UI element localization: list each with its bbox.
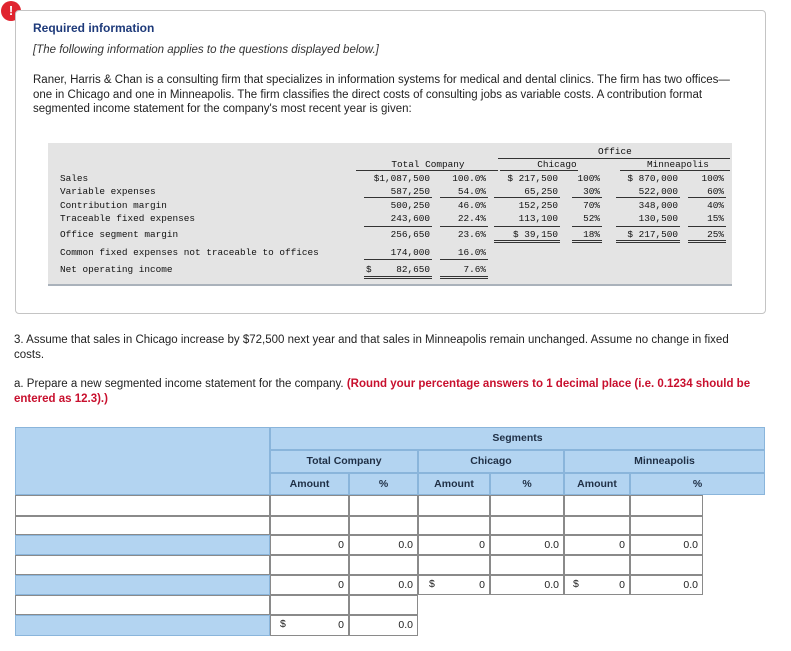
chicago-percent: 100% [577,173,600,184]
chicago-amount-input[interactable] [418,555,490,575]
minneapolis-amount-input[interactable] [564,555,630,575]
chicago-amount: $ 39,150 [512,229,558,240]
double-underline [572,240,602,241]
chicago-amount-input[interactable] [418,495,490,516]
total-amount-value: 0 [270,575,349,595]
question-3-text: 3. Assume that sales in Chicago increase by $72,500 next year and that sales in Minneapolis remain unchanged. Assume no change in fixed costs. [14,334,729,361]
row-label-blank [15,575,270,595]
chicago-percent-input[interactable] [490,555,564,575]
double-underline [616,240,680,241]
chicago-header-underline [500,170,578,171]
total-percent-value: 0.0 [349,535,418,555]
subtotal-line [364,259,432,260]
subtotal-line [440,226,488,227]
total-amount: 243,600 [390,213,430,224]
subtotal-line [440,197,488,198]
total-percent-input[interactable] [349,595,418,615]
total-amount-input[interactable] [270,555,349,575]
row-label-blank [15,615,270,636]
minneapolis-amount-value: 0 [564,575,630,595]
chicago-amount: 65,250 [524,186,558,197]
total-percent: 46.0% [457,200,486,211]
minneapolis-amount: $ 217,500 [627,229,678,240]
total-percent: 22.4% [457,213,486,224]
minneapolis-percent-value: 0.0 [630,575,703,595]
subtotal-line [688,226,726,227]
total-header-underline [356,170,498,171]
minneapolis-amount-input[interactable] [564,516,630,535]
row-label-input[interactable] [15,555,270,575]
minneapolis-amount-input[interactable] [564,495,630,516]
total-percent-value: 0.0 [349,575,418,595]
row-label: Office segment margin [60,229,179,240]
row-label: Contribution margin [60,200,167,211]
answer-table [15,427,765,636]
double-underline [688,242,726,243]
chicago-amount: $ 217,500 [507,173,558,184]
label-header-blank [15,427,270,495]
required-information-subtitle: [The following information applies to the questions displayed below.] [33,44,379,56]
chicago-amount: 152,250 [518,200,558,211]
total-company-header: Total Company [270,450,418,473]
total-amount: 256,650 [390,229,430,240]
chicago-amount-header: Amount [418,473,490,495]
subtotal-line [572,226,602,227]
total-percent-value: 0.0 [349,615,418,636]
problem-description: Raner, Harris & Chan is a consulting firm that specializes in information systems for medical and dental clinics. The firm has two offices—one in Chicago and one in Minneapolis. The firm classifies the direct costs of consulting jobs as variable costs. A contribution format segmented income statement for the company's most recent year is given: [33,74,730,115]
double-underline [494,242,560,243]
chicago-percent-value: 0.0 [490,575,564,595]
double-underline [616,242,680,243]
chicago-header: Chicago [537,159,577,170]
minneapolis-percent-input[interactable] [630,516,703,535]
minneapolis-amount: 522,000 [638,186,678,197]
subtotal-line [616,226,680,227]
row-label: Net operating income [60,264,173,275]
minneapolis-amount: $ 870,000 [627,173,678,184]
chicago-amount-input[interactable] [418,516,490,535]
double-underline [364,278,432,279]
chicago-percent: 70% [583,200,600,211]
row-label: Traceable fixed expenses [60,213,196,224]
double-underline [494,240,560,241]
row-label: Common fixed expenses not traceable to offices [60,247,319,258]
total-percent-input[interactable] [349,495,418,516]
segmented-income-statement [48,143,732,286]
subtotal-line [572,197,602,198]
total-percent: 54.0% [457,186,486,197]
chicago-amount-value: 0 [418,575,490,595]
minneapolis-percent: 25% [707,229,724,240]
chicago-dollar-sign: $ [429,578,435,590]
total-amount-value: 0 [270,535,349,555]
chicago-percent: 30% [583,186,600,197]
subtotal-line [616,197,680,198]
row-label: Sales [60,173,89,184]
chicago-percent-input[interactable] [490,495,564,516]
row-label-input[interactable] [15,495,270,516]
total-amount: 587,250 [390,186,430,197]
minneapolis-dollar-sign: $ [573,578,579,590]
total-amount: 174,000 [390,247,430,258]
segments-header: Segments [270,427,765,450]
subtotal-line [494,197,560,198]
total-amount: 500,250 [390,200,430,211]
double-underline [364,276,432,277]
total-percent: 16.0% [457,247,486,258]
subtotal-line [688,197,726,198]
chicago-percent-value: 0.0 [490,535,564,555]
chicago-amount-value: 0 [418,535,490,555]
minneapolis-percent: 100% [701,173,724,184]
total-amount-value: 0 [270,615,349,636]
total-company-header: Total Company [391,159,465,170]
row-label: Variable expenses [60,186,156,197]
subtotal-line [364,197,432,198]
total-percent-input[interactable] [349,555,418,575]
total-amount-input[interactable] [270,595,349,615]
minneapolis-amount: 348,000 [638,200,678,211]
total-percent: 7.6% [463,264,486,275]
minneapolis-header-underline [620,170,730,171]
minneapolis-percent-input[interactable] [630,495,703,516]
rounding-instruction: (Round your percentage answers to 1 decimal place (i.e. 0.1234 should be entered as 12.3).) [14,378,751,405]
required-information-title: Required information [33,21,155,35]
minneapolis-percent-header: % [630,473,765,495]
chicago-percent: 52% [583,213,600,224]
chicago-percent: 18% [583,229,600,240]
minneapolis-percent: 60% [707,186,724,197]
minneapolis-header: Minneapolis [564,450,765,473]
minneapolis-percent-input[interactable] [630,555,703,575]
total-amount-input[interactable] [270,495,349,516]
total-percent: 23.6% [457,229,486,240]
minneapolis-amount-value: 0 [564,535,630,555]
total-amount-header: Amount [270,473,349,495]
minneapolis-percent: 15% [707,213,724,224]
dollar-sign: $ [366,264,372,275]
minneapolis-percent: 40% [707,200,724,211]
total-amount: $1,087,500 [373,173,430,184]
chicago-percent-header: % [490,473,564,495]
total-percent-header: % [349,473,418,495]
question-a-prompt: a. Prepare a new segmented income statement for the company. [14,378,347,390]
chicago-amount: 113,100 [518,213,558,224]
total-percent: 100.0% [452,173,486,184]
double-underline [688,240,726,241]
subtotal-line [440,259,488,260]
total-amount-input[interactable] [270,516,349,535]
double-underline [440,276,488,277]
question-a-text [14,377,759,406]
minneapolis-amount: 130,500 [638,213,678,224]
row-label-input[interactable] [15,516,270,535]
chicago-header: Chicago [418,450,564,473]
total-amount: 82,650 [396,264,430,275]
row-label-input[interactable] [15,595,270,615]
minneapolis-header: Minneapolis [647,159,709,170]
double-underline [440,278,488,279]
minneapolis-amount-header: Amount [564,473,630,495]
double-underline [572,242,602,243]
chicago-percent-input[interactable] [490,516,564,535]
total-percent-input[interactable] [349,516,418,535]
subtotal-line [364,226,432,227]
subtotal-line [494,226,560,227]
alert-icon: ! [1,1,21,21]
row-label-blank [15,535,270,555]
minneapolis-percent-value: 0.0 [630,535,703,555]
office-header: Office [598,146,632,157]
total-dollar-sign: $ [280,618,286,630]
